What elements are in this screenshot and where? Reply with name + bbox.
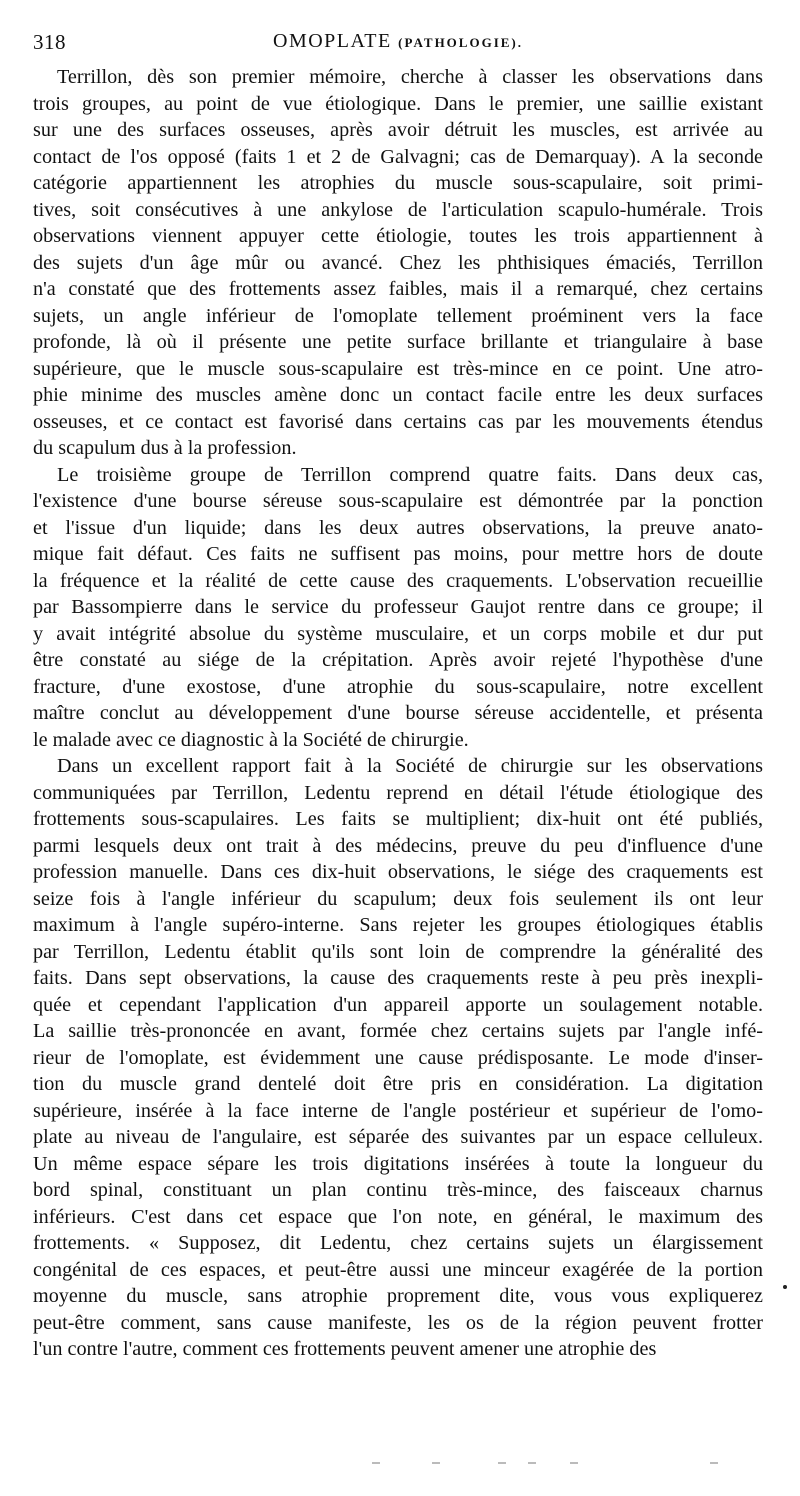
text-line: contact de l'os opposé (faits 1 et 2 de Galvagni; cas de Demarquay). A la seconde — [33, 145, 763, 168]
text-line: par Bassompierre dans le service du professeur Gaujot rentre dans ce groupe; il — [33, 596, 763, 618]
paragraph — [33, 64, 763, 462]
text-line: mique fait défaut. Ces faits ne suffisent pas moins, pour mettre hors de doute — [33, 543, 763, 565]
text-line: maître conclut au développement d'une bourse séreuse accidentelle, et présenta — [33, 702, 763, 724]
text-line: la fréquence et la réalité de cette cause des craquements. L'observation recueillie — [33, 569, 763, 592]
page-number: 318 — [33, 30, 66, 54]
text-line: phie minime des muscles amène donc un contact facile entre les deux surfaces — [33, 384, 763, 406]
text-line: des sujets d'un âge mûr ou avancé. Chez les phthisiques émaciés, Terrillon — [33, 251, 763, 274]
text-line: sujets, un angle inférieur de l'omoplate tellement proéminent vers la face — [33, 304, 763, 327]
text-line: supérieure, insérée à la face interne de l'angle postérieur et supérieur de l'omo- — [33, 1099, 763, 1122]
text-line: fracture, d'une exostose, d'une atrophie du sous-scapulaire, notre excellent — [33, 675, 763, 698]
smudge-mark — [570, 1462, 578, 1464]
text-line: faits. Dans sept observations, la cause des craquements reste à peu près inexpli- — [33, 967, 763, 989]
paragraph — [33, 753, 763, 1363]
smudge-mark — [498, 1462, 506, 1464]
text-line: profonde, là où il présente une petite surface brillante et triangulaire à base — [33, 331, 763, 353]
text-line: rieur de l'omoplate, est évidemment une cause prédisposante. Le mode d'inser- — [33, 1046, 763, 1069]
text-line: peut-être comment, sans cause manifeste, les os de la région peuvent frotter — [33, 1311, 763, 1334]
text-line: frottements sous-scapulaires. Les faits se multiplient; dix-huit ont été publiés, — [33, 808, 763, 830]
footer-smudge-marks — [360, 1462, 760, 1466]
text-line: Un même espace sépare les trois digitations insérées à toute la longueur du — [33, 1152, 763, 1175]
margin-dot-mark — [783, 1285, 787, 1289]
text-line: congénital de ces espaces, et peut-être aussi une minceur exagérée de la portion — [33, 1258, 763, 1281]
text-line: maximum à l'angle supéro-interne. Sans rejeter les groupes étiologiques établis — [33, 914, 763, 936]
text-line: parmi lesquels deux ont trait à des médecins, preuve du peu d'influence d'une — [33, 834, 763, 857]
text-line: l'un contre l'autre, comment ces frottements peuvent amener une atrophie des — [33, 1338, 657, 1360]
text-line: Le troisième groupe de Terrillon comprend quatre faits. Dans deux cas, — [57, 463, 763, 486]
text-line: bord spinal, constituant un plan continu très-mince, des faisceaux charnus — [33, 1179, 763, 1201]
running-title-main: OMOPLATE — [273, 30, 392, 52]
text-line: par Terrillon, Ledentu établit qu'ils sont loin de comprendre la généralité des — [33, 940, 763, 963]
text-line: du scapulum dus à la profession. — [33, 437, 297, 459]
text-line: n'a constaté que des frottements assez faibles, mais il a remarqué, chez certains — [33, 278, 763, 300]
text-line: inférieurs. C'est dans cet espace que l'on note, en général, le maximum des — [33, 1205, 763, 1228]
smudge-mark — [710, 1462, 718, 1464]
text-line: plate au niveau de l'angulaire, est séparée des suivantes par un espace celluleux. — [33, 1126, 763, 1148]
text-line: supérieure, que le muscle sous-scapulaire est très-mince en ce point. Une atro- — [33, 357, 763, 380]
running-header — [33, 30, 763, 60]
text-line: être constaté au siége de la crépitation. Après avoir rejeté l'hypothèse d'une — [33, 649, 763, 671]
text-line: communiquées par Terrillon, Ledentu reprend en détail l'étude étiologique des — [33, 781, 763, 804]
paragraph — [33, 462, 763, 754]
text-line: moyenne du muscle, sans atrophie proprement dite, vous vous expliquerez — [33, 1285, 763, 1307]
text-line: osseuses, et ce contact est favorisé dans certains cas par les mouvements étendus — [33, 410, 763, 433]
smudge-mark — [528, 1462, 536, 1464]
smudge-mark — [432, 1462, 440, 1464]
smudge-mark — [372, 1462, 380, 1464]
text-line: La saillie très-prononcée en avant, formée chez certains sujets par l'angle infé- — [33, 1020, 763, 1042]
text-line: tives, soit consécutives à une ankylose de l'articulation scapulo-humérale. Trois — [33, 198, 763, 221]
text-line: tion du muscle grand dentelé doit être pris en considération. La digitation — [33, 1073, 763, 1095]
running-title — [33, 30, 763, 53]
text-line: Terrillon, dès son premier mémoire, cherche à classer les observations dans — [57, 66, 763, 88]
body-text — [33, 64, 763, 1363]
text-line: profession manuelle. Dans ces dix-huit observations, le siége des craquements est — [33, 861, 763, 883]
text-line: catégorie appartiennent les atrophies du muscle sous-scapulaire, soit primi- — [33, 172, 763, 194]
text-line: trois groupes, au point de vue étiologique. Dans le premier, une saillie existant — [33, 92, 763, 115]
text-line: observations viennent appuyer cette étiologie, toutes les trois appartiennent à — [33, 225, 763, 247]
text-line: y avait intégrité absolue du système musculaire, et un corps mobile et dur put — [33, 622, 763, 645]
text-line: sur une des surfaces osseuses, après avoir détruit les muscles, est arrivée au — [33, 119, 763, 141]
text-line: seize fois à l'angle inférieur du scapulum; deux fois seulement ils ont leur — [33, 887, 763, 910]
text-line: quée et cependant l'application d'un appareil apporte un soulagement notable. — [33, 993, 763, 1016]
text-line: le malade avec ce diagnostic à la Société de chirurgie. — [33, 728, 469, 751]
text-line: Dans un excellent rapport fait à la Société de chirurgie sur les observations — [57, 755, 763, 777]
text-line: et l'issue d'un liquide; dans les deux autres observations, la preuve anato- — [33, 516, 763, 539]
text-line: l'existence d'une bourse séreuse sous-scapulaire est démontrée par la ponction — [33, 490, 763, 512]
text-line: frottements. « Supposez, dit Ledentu, chez certains sujets un élargissement — [33, 1232, 763, 1254]
running-title-subtitle: (PATHOLOGIE). — [398, 35, 523, 50]
